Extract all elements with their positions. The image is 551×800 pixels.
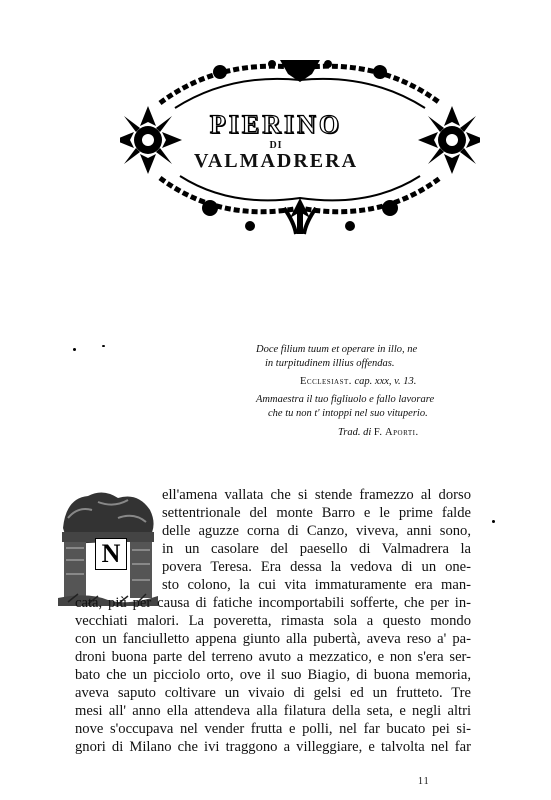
body-line: ell'amena vallata che si stende framezzo al dorso	[162, 487, 471, 503]
body-line: vecchiati malori. La poveretta, rimasta sola a questo mondo	[75, 613, 471, 629]
subtitle: VALMADRERA	[193, 150, 359, 172]
body-line: mesi all' anno ella attendeva alla filatura della seta, e negli altri	[75, 703, 471, 719]
epigraph-source-ref: cap. xxx, v. 13.	[354, 376, 417, 387]
epigraph-latin-line-1: Doce filium tuum et operare in illo, ne	[256, 344, 418, 355]
title: PIERINO	[209, 110, 343, 139]
body-line: con un fanciulletto appena giunto alla pubertà, aveva reso a' pa-	[75, 631, 471, 647]
dropcap-letter: N	[95, 538, 127, 570]
body-line: settentrionale del monte Barro e le prime falde	[162, 505, 471, 521]
stray-speck	[492, 520, 495, 523]
signature-mark: 11	[418, 776, 430, 787]
epigraph-translator-prefix: Trad. di	[338, 427, 372, 438]
body-line: cata, più per causa di fatiche incomportabili sofferte, che per in-	[75, 595, 471, 611]
epigraph-italian-line-1: Ammaestra il tuo figliuolo e fallo lavorare	[256, 394, 435, 405]
epigraph-source-book: Ecclesiast.	[300, 376, 352, 387]
body-line: gnori di Milano che ivi traggono a villeggiare, e talvolta nel far	[75, 739, 471, 755]
body-line: nove s'occupava nel vender frutta e polli, nel far bucato pei si-	[75, 721, 471, 737]
stray-speck	[73, 348, 76, 351]
stray-speck	[102, 345, 105, 347]
epigraph-translator	[338, 426, 419, 440]
body-line: bato che un picciolo orto, ove il suo Biagio, di buona memoria,	[75, 667, 471, 683]
epigraph-latin-line-2: in turpitudinem illius offendas.	[265, 358, 395, 369]
body-line: povera Teresa. Era dessa la vedova di un one-	[162, 559, 471, 575]
title-preposition: DI	[269, 140, 283, 151]
body-line: droni buona parte del terreno avuto a mezzatico, e non s'era ser-	[75, 649, 471, 665]
body-line: delle aguzze corna di Canzo, viveva, anni sono,	[162, 523, 471, 539]
epigraph-translator-name: F. Aporti.	[373, 427, 419, 438]
epigraph-source	[300, 375, 416, 389]
body-line: in un casolare del paesello di Valmadrera la	[162, 541, 471, 557]
body-line: aveva saputo coltivare un vivaio di gelsi ed un frutteto. Tre	[75, 685, 471, 701]
epigraph-italian-line-2: che tu non t' intoppi nel suo vituperio.	[268, 408, 428, 419]
body-line: sto colono, la cui vita immaturamente era man-	[162, 577, 471, 593]
